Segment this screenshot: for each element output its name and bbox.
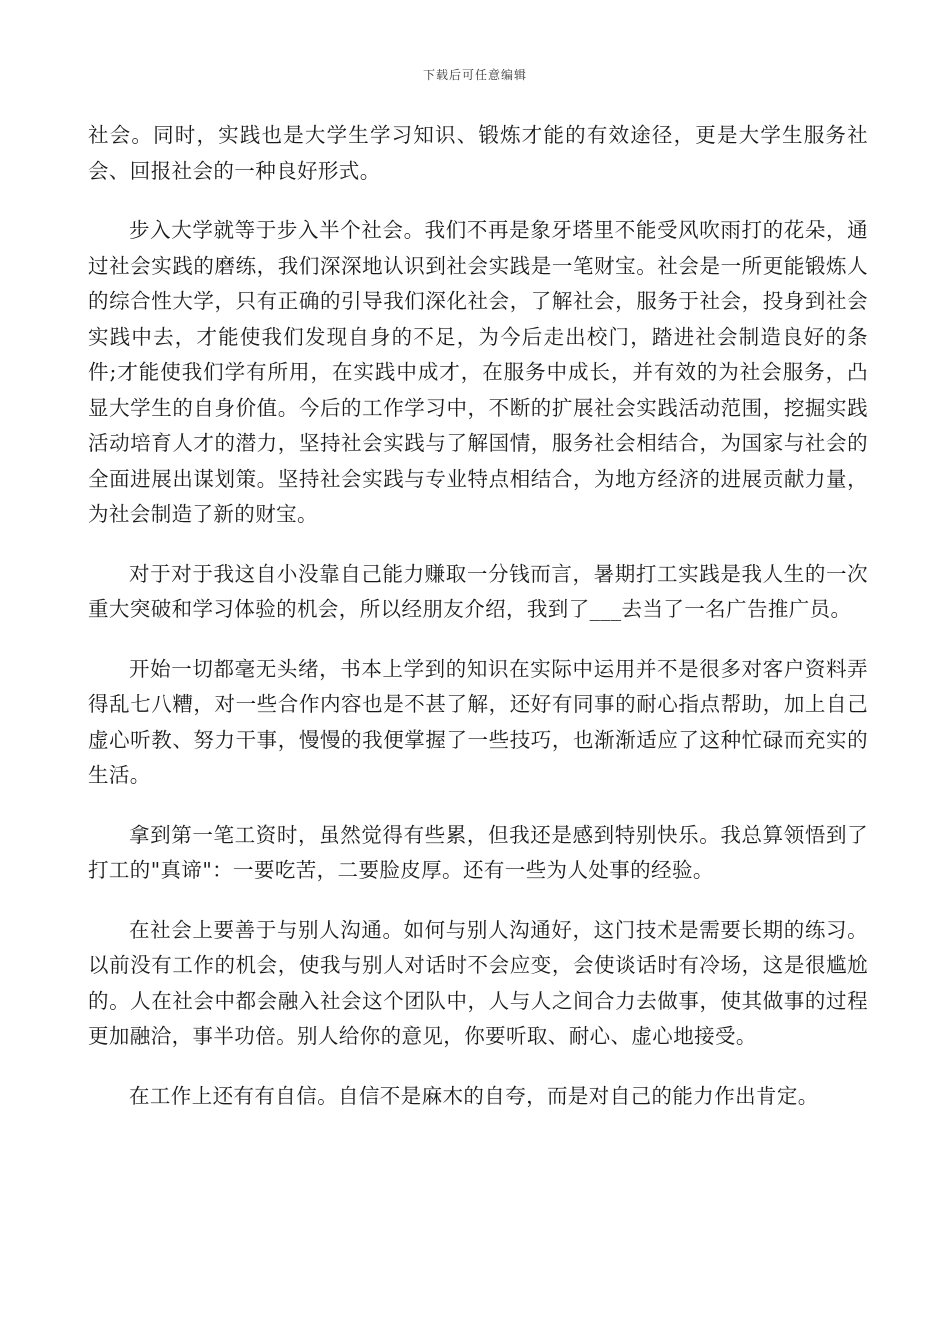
page-header: 下载后可任意编辑 — [422, 68, 527, 82]
paragraph-7: 在工作上还有有自信。自信不是麻木的自夸，而是对自己的能力作出肯定。 — [129, 1083, 819, 1108]
paragraph-4: 开始一切都毫无头绪，书本上学到的知识在实际中运用并不是很多对客户资料弄得乱七八糟，对一些合作内容也是不甚了解，还好有同事的耐心指点帮助，加上自己虚心听教、努力干事，慢慢的我便掌握了一些技巧，也渐渐适应了这种忙碌而充实的生活。 — [88, 656, 868, 787]
document-body — [88, 118, 868, 1138]
paragraph-2: 步入大学就等于步入半个社会。我们不再是象牙塔里不能受风吹雨打的花朵，通过社会实践的磨练，我们深深地认识到社会实践是一笔财宝。社会是一所更能锻炼人的综合性大学，只有正确的引导我们深化社会，了解社会，服务于社会，投身到社会实践中去，才能使我们发现自身的不足，为今后走出校门，踏进社会制造良好的条件;才能使我们学有所用，在实践中成才，在服务中成长，并有效的为社会服务，凸显大学生的自身价值。今后的工作学习中，不断的扩展社会实践活动范围，挖掘实践活动培育人才的潜力，坚持社会实践与了解国情，服务社会相结合，为国家与社会的全面进展出谋划策。坚持社会实践与专业特点相结合，为地方经济的进展贡献力量，为社会制造了新的财宝。 — [88, 218, 868, 526]
paragraph-5: 拿到第一笔工资时，虽然觉得有些累，但我还是感到特别快乐。我总算领悟到了打工的"真谛"：一要吃苦，二要脸皮厚。还有一些为人处事的经验。 — [88, 822, 868, 882]
paragraph-3: 对于对于我这自小没靠自己能力赚取一分钱而言，暑期打工实践是我人生的一次重大突破和学习体验的机会，所以经朋友介绍，我到了___去当了一名广告推广员。 — [88, 561, 868, 621]
paragraph-1: 社会。同时，实践也是大学生学习知识、锻炼才能的有效途径，更是大学生服务社会、回报社会的一种良好形式。 — [88, 123, 868, 183]
paragraph-6: 在社会上要善于与别人沟通。如何与别人沟通好，这门技术是需要长期的练习。以前没有工作的机会，使我与别人对话时不会应变，会使谈话时有冷场，这是很尴尬的。人在社会中都会融入社会这个团队中，人与人之间合力去做事，使其做事的过程更加融洽，事半功倍。别人给你的意见，你要听取、耐心、虚心地接受。 — [88, 917, 868, 1048]
